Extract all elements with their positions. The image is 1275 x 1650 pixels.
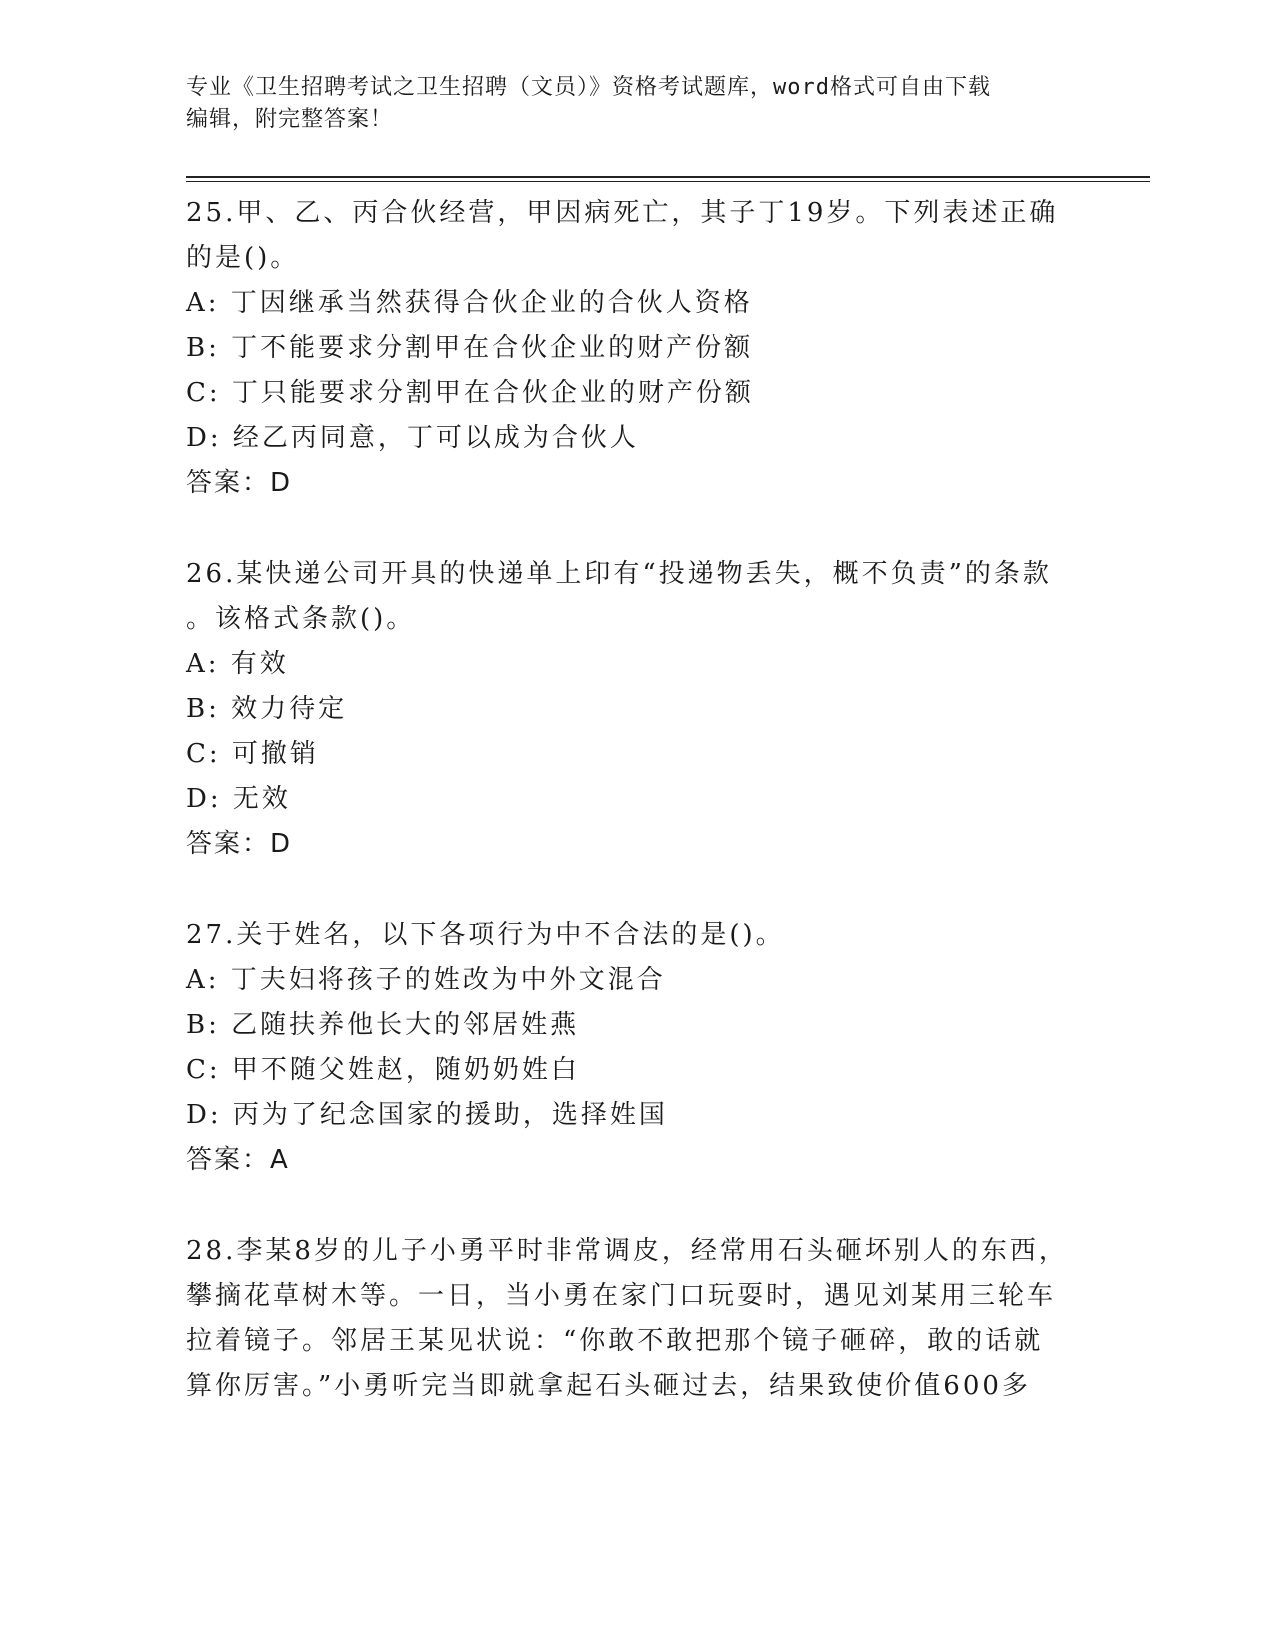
answer: 答案：D xyxy=(186,829,293,859)
answer: 答案：A xyxy=(186,1145,290,1175)
question-stem-line: 拉着镜子。邻居王某见状说：“你敢不敢把那个镜子砸碎，敢的话就 xyxy=(186,1326,1044,1356)
header-divider-thick xyxy=(186,176,1150,178)
question-stem-line: 28.李某8岁的儿子小勇平时非常调皮，经常用石头砸坏别人的东西， xyxy=(186,1236,1068,1266)
question-25 xyxy=(186,191,1086,506)
question-stem-line: 。该格式条款()。 xyxy=(186,604,416,634)
question-stem-line: 26.某快递公司开具的快递单上印有“投递物丢失，概不负责”的条款 xyxy=(186,559,1052,589)
header-divider-thin xyxy=(186,181,1150,182)
header-line-2: 编辑，附完整答案！ xyxy=(186,107,394,132)
option-b: B: 丁不能要求分割甲在合伙企业的财产份额 xyxy=(186,333,754,363)
document-header xyxy=(186,72,1086,136)
option-a: A: 丁因继承当然获得合伙企业的合伙人资格 xyxy=(186,288,753,318)
option-c: C: 甲不随父姓赵，随奶奶姓白 xyxy=(186,1055,580,1085)
question-stem-line: 27.关于姓名，以下各项行为中不合法的是()。 xyxy=(186,920,785,950)
spacer xyxy=(186,1183,1086,1229)
question-list xyxy=(186,191,1086,1409)
option-b: B: 乙随扶养他长大的邻居姓燕 xyxy=(186,1010,580,1040)
question-28 xyxy=(186,1229,1086,1409)
answer: 答案：D xyxy=(186,468,293,498)
option-b: B: 效力待定 xyxy=(186,694,348,724)
option-d: D: 丙为了纪念国家的援助，选择姓国 xyxy=(186,1100,668,1130)
option-d: D: 无效 xyxy=(186,784,291,814)
option-c: C: 丁只能要求分割甲在合伙企业的财产份额 xyxy=(186,378,754,408)
header-line-1: 专业《卫生招聘考试之卫生招聘（文员）》资格考试题库，word格式可自由下载 xyxy=(186,75,991,100)
question-26 xyxy=(186,552,1086,867)
option-c: C: 可撤销 xyxy=(186,739,319,769)
question-stem-line: 的是()。 xyxy=(186,243,300,273)
option-a: A: 有效 xyxy=(186,649,289,679)
spacer xyxy=(186,506,1086,552)
question-stem-line: 算你厉害。”小勇听完当即就拿起石头砸过去，结果致使价值600多 xyxy=(186,1371,1031,1401)
option-d: D: 经乙丙同意，丁可以成为合伙人 xyxy=(186,423,639,453)
option-a: A: 丁夫妇将孩子的姓改为中外文混合 xyxy=(186,965,666,995)
question-stem-line: 25.甲、乙、丙合伙经营，甲因病死亡，其子丁19岁。下列表述正确 xyxy=(186,198,1059,228)
question-27 xyxy=(186,913,1086,1183)
question-stem-line: 攀摘花草树木等。一日，当小勇在家门口玩耍时，遇见刘某用三轮车 xyxy=(186,1281,1057,1311)
spacer xyxy=(186,867,1086,913)
